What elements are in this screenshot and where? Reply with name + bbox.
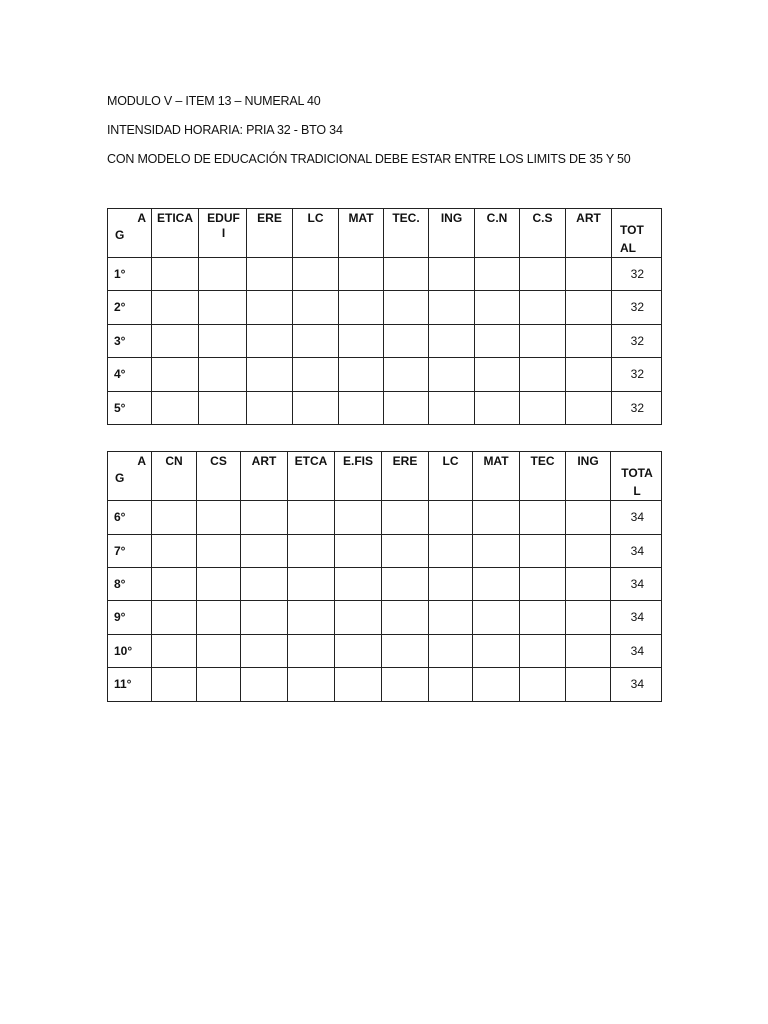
grade-cell: 10°: [108, 635, 152, 668]
column-header: ETICA: [152, 209, 199, 258]
column-header: ART: [566, 209, 612, 258]
table-row: [108, 291, 662, 325]
corner-label-area: A: [137, 211, 146, 225]
column-header: ERE: [247, 209, 293, 258]
column-header: EDUFI: [199, 209, 247, 258]
hours-intensity-line: INTENSIDAD HORARIA: PRIA 32 - BTO 34: [107, 123, 343, 137]
primary-hours-table: [107, 208, 662, 425]
table-row: [108, 535, 662, 568]
table-row: [108, 325, 662, 358]
grade-cell: 5°: [108, 392, 152, 425]
table-row: [108, 635, 662, 668]
column-header: TEC: [520, 452, 566, 501]
table-header-row: [108, 209, 662, 258]
model-note-line: CON MODELO DE EDUCACIÓN TRADICIONAL DEBE ESTAR ENTRE LOS LIMITS DE 35 Y 50: [107, 152, 631, 166]
column-header: C.S: [520, 209, 566, 258]
column-header: LC: [293, 209, 339, 258]
grade-cell: 3°: [108, 325, 152, 358]
total-cell: 34: [611, 535, 662, 568]
corner-label-grade: G: [115, 471, 125, 485]
column-header: ING: [429, 209, 475, 258]
grade-cell: 1°: [108, 258, 152, 291]
table-row: [108, 568, 662, 601]
table-row: [108, 501, 662, 535]
total-cell: 34: [611, 501, 662, 535]
total-cell: 32: [612, 358, 662, 392]
column-header: ERE: [382, 452, 429, 501]
column-header: LC: [429, 452, 473, 501]
table-row: [108, 668, 662, 702]
column-header: ING: [566, 452, 611, 501]
table-header-row: [108, 452, 662, 501]
total-cell: 32: [612, 392, 662, 425]
total-header: TOTAL: [612, 209, 662, 258]
table-row: [108, 258, 662, 291]
table-row: [108, 358, 662, 392]
column-header: ETCA: [288, 452, 335, 501]
grade-cell: 11°: [108, 668, 152, 702]
total-cell: 34: [611, 668, 662, 702]
grade-cell: 4°: [108, 358, 152, 392]
grade-cell: 8°: [108, 568, 152, 601]
total-cell: 32: [612, 325, 662, 358]
corner-label-grade: G: [115, 228, 125, 242]
table-row: [108, 601, 662, 635]
table-row: [108, 392, 662, 425]
grade-cell: 6°: [108, 501, 152, 535]
total-header: TOTAL: [611, 452, 662, 501]
total-cell: 34: [611, 601, 662, 635]
total-cell: 34: [611, 568, 662, 601]
corner-cell: [108, 209, 152, 258]
column-header: MAT: [473, 452, 520, 501]
grade-cell: 9°: [108, 601, 152, 635]
column-header: CS: [197, 452, 241, 501]
corner-cell: [108, 452, 152, 501]
total-cell: 32: [612, 291, 662, 325]
total-cell: 34: [611, 635, 662, 668]
column-header: TEC.: [384, 209, 429, 258]
column-header: E.FIS: [335, 452, 382, 501]
grade-cell: 2°: [108, 291, 152, 325]
column-header: MAT: [339, 209, 384, 258]
secondary-hours-table: [107, 451, 662, 702]
total-cell: 32: [612, 258, 662, 291]
corner-label-area: A: [137, 454, 146, 468]
column-header: C.N: [475, 209, 520, 258]
grade-cell: 7°: [108, 535, 152, 568]
column-header: CN: [152, 452, 197, 501]
module-heading: MODULO V – ITEM 13 – NUMERAL 40: [107, 94, 321, 108]
column-header: ART: [241, 452, 288, 501]
